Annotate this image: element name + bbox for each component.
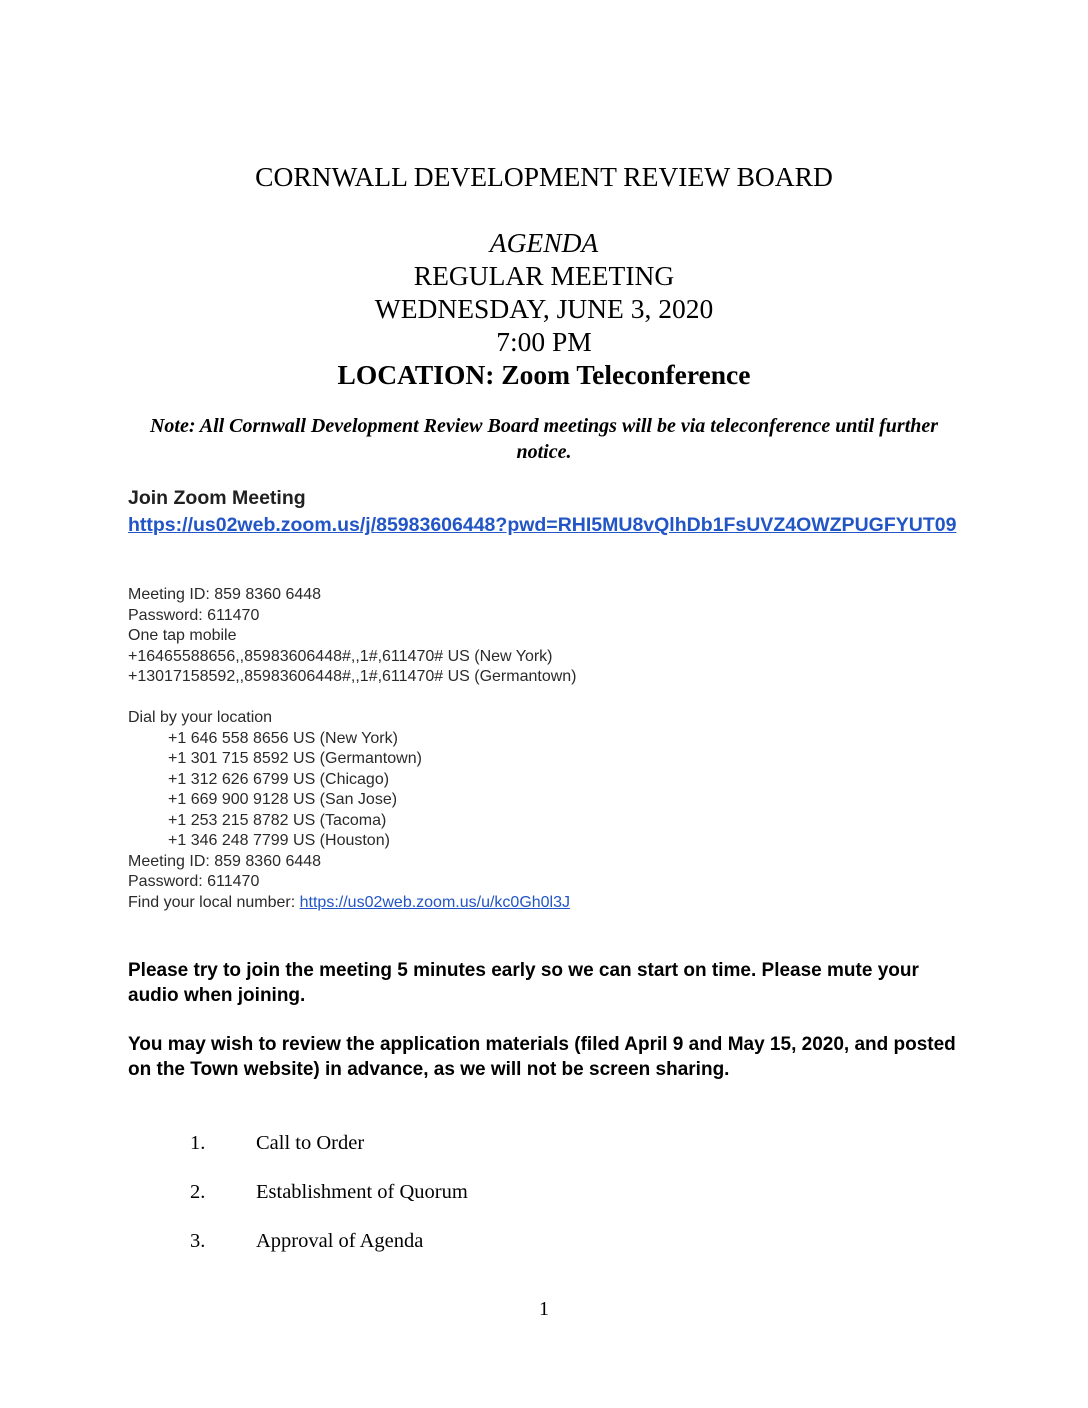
zoom-details bbox=[128, 585, 577, 913]
zoom-meeting-link[interactable]: https://us02web.zoom.us/j/85983606448?pwd=RHI5MU8vQlhDb1FsUVZ4OWZPUGFYUT09 bbox=[128, 514, 957, 536]
password-repeat: Password: 611470 bbox=[128, 873, 260, 890]
one-tap-label: One tap mobile bbox=[128, 627, 237, 644]
dial-number: +1 253 215 8782 US (Tacoma) bbox=[168, 811, 387, 829]
agenda-item-label: Approval of Agenda bbox=[256, 1230, 424, 1252]
dial-number: +1 301 715 8592 US (Germantown) bbox=[168, 750, 422, 767]
dial-label: Dial by your location bbox=[128, 709, 273, 726]
agenda-item-number: 1. bbox=[190, 1132, 206, 1154]
agenda-item-number: 2. bbox=[190, 1181, 206, 1203]
agenda-item-label: Establishment of Quorum bbox=[256, 1181, 468, 1203]
dial-number: +1 312 626 6799 US (Chicago) bbox=[168, 770, 390, 788]
meeting-date: WEDNESDAY, JUNE 3, 2020 bbox=[374, 293, 714, 324]
dial-number: +1 646 558 8656 US (New York) bbox=[168, 729, 398, 747]
meeting-id-repeat: Meeting ID: 859 8360 6448 bbox=[128, 852, 322, 870]
dial-number: +1 346 248 7799 US (Houston) bbox=[168, 832, 390, 849]
dial-number: +1 669 900 9128 US (San Jose) bbox=[168, 791, 398, 808]
join-early-instruction: Please try to join the meeting 5 minutes early so we can start on time. Please mute your audio when joining. bbox=[128, 960, 919, 1006]
password: Password: 611470 bbox=[128, 606, 260, 624]
one-tap-number: +13017158592,,85983606448#,,1#,611470# US (Germantown) bbox=[128, 668, 577, 685]
agenda-item-label: Call to Order bbox=[256, 1132, 365, 1154]
local-number-link[interactable]: https://us02web.zoom.us/u/kc0Gh0l3J bbox=[299, 893, 571, 911]
agenda-label: AGENDA bbox=[489, 227, 599, 258]
meeting-header bbox=[0, 226, 1088, 391]
meeting-type: REGULAR MEETING bbox=[413, 260, 675, 291]
meeting-time: 7:00 PM bbox=[496, 326, 592, 357]
meeting-id: Meeting ID: 859 8360 6448 bbox=[128, 586, 322, 603]
board-title: CORNWALL DEVELOPMENT REVIEW BOARD bbox=[255, 161, 833, 192]
teleconference-note: Note: All Cornwall Development Review Board meetings will be via teleconference until further notice. bbox=[149, 415, 939, 463]
local-number-label: Find your local number: bbox=[128, 893, 300, 911]
review-materials-instruction: You may wish to review the application materials (filed April 9 and May 15, 2020, and posted on the Town website) in advance, as we will not be screen sharing. bbox=[128, 1034, 956, 1080]
zoom-heading: Join Zoom Meeting bbox=[128, 487, 306, 509]
spacer bbox=[128, 688, 577, 709]
local-number-row bbox=[128, 893, 577, 914]
meeting-location: LOCATION: Zoom Teleconference bbox=[337, 359, 751, 390]
one-tap-number: +16465588656,,85983606448#,,1#,611470# US (New York) bbox=[128, 647, 553, 665]
page-number: 1 bbox=[539, 1298, 549, 1320]
agenda-item-number: 3. bbox=[190, 1230, 206, 1252]
